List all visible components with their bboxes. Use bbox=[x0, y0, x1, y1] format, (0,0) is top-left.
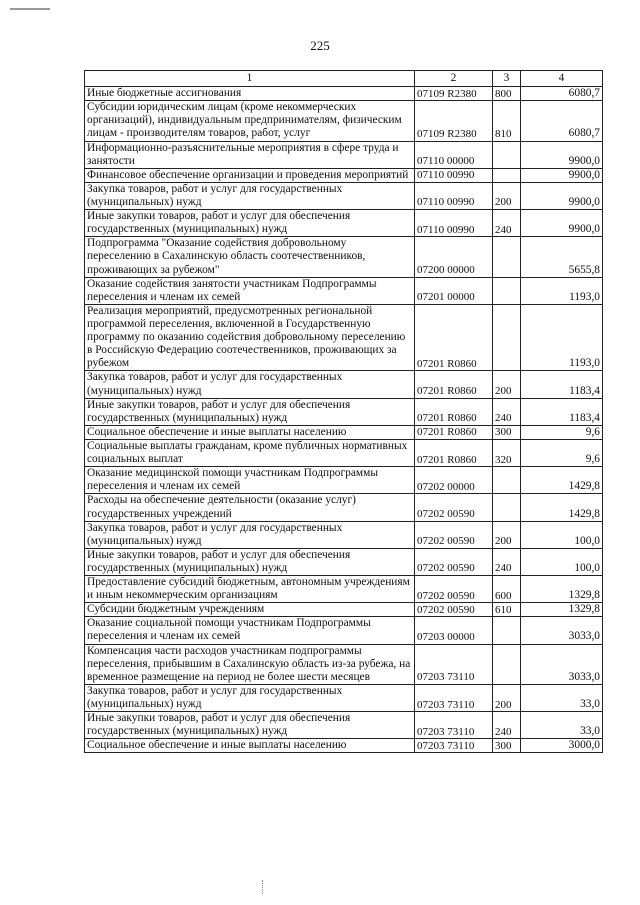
table-row bbox=[85, 237, 603, 277]
budget-table bbox=[84, 70, 603, 753]
row-sum-cell: 1429,8 bbox=[521, 494, 603, 521]
row-sum-cell: 3033,0 bbox=[521, 644, 603, 684]
row-vr-cell bbox=[493, 277, 521, 304]
row-vr-cell bbox=[493, 644, 521, 684]
row-code-cell: 07201 R0860 bbox=[415, 304, 493, 371]
row-name-cell: Социальное обеспечение и иные выплаты населению bbox=[85, 739, 415, 753]
row-code-cell: 07202 00000 bbox=[415, 467, 493, 494]
row-vr-cell: 800 bbox=[493, 87, 521, 101]
table-row bbox=[85, 277, 603, 304]
row-code-cell: 07201 R0860 bbox=[415, 371, 493, 398]
table-row bbox=[85, 182, 603, 209]
row-sum-cell: 100,0 bbox=[521, 548, 603, 575]
row-sum-cell: 1193,0 bbox=[521, 304, 603, 371]
row-name-cell: Иные закупки товаров, работ и услуг для обеспечения государственных (муниципальных) нужд bbox=[85, 548, 415, 575]
row-name-cell: Финансовое обеспечение организации и проведения мероприятий bbox=[85, 168, 415, 182]
row-code-cell: 07110 00000 bbox=[415, 141, 493, 168]
header-col-2: 2 bbox=[415, 71, 493, 87]
row-name-cell: Оказание медицинской помощи участникам Подпрограммы переселения и членам их семей bbox=[85, 467, 415, 494]
scan-corner-mark bbox=[10, 8, 50, 10]
scan-bottom-mark bbox=[262, 880, 264, 894]
row-code-cell: 07109 R2380 bbox=[415, 87, 493, 101]
header-col-1: 1 bbox=[85, 71, 415, 87]
header-col-3: 3 bbox=[493, 71, 521, 87]
row-code-cell: 07201 R0860 bbox=[415, 398, 493, 425]
row-vr-cell: 200 bbox=[493, 371, 521, 398]
row-vr-cell: 200 bbox=[493, 182, 521, 209]
table-row bbox=[85, 87, 603, 101]
row-sum-cell: 3000,0 bbox=[521, 739, 603, 753]
row-name-cell: Расходы на обеспечение деятельности (оказание услуг) государственных учреждений bbox=[85, 494, 415, 521]
row-name-cell: Субсидии бюджетным учреждениям bbox=[85, 603, 415, 617]
row-vr-cell: 240 bbox=[493, 548, 521, 575]
row-name-cell: Иные бюджетные ассигнования bbox=[85, 87, 415, 101]
row-name-cell: Оказание содействия занятости участникам Подпрограммы переселения и членам их семей bbox=[85, 277, 415, 304]
row-name-cell: Иные закупки товаров, работ и услуг для обеспечения государственных (муниципальных) нужд bbox=[85, 712, 415, 739]
table-row bbox=[85, 684, 603, 711]
row-name-cell: Социальные выплаты гражданам, кроме публичных нормативных социальных выплат bbox=[85, 439, 415, 466]
row-vr-cell bbox=[493, 141, 521, 168]
row-vr-cell: 300 bbox=[493, 425, 521, 439]
table-row bbox=[85, 494, 603, 521]
row-vr-cell: 320 bbox=[493, 439, 521, 466]
row-code-cell: 07202 00590 bbox=[415, 603, 493, 617]
row-vr-cell: 200 bbox=[493, 684, 521, 711]
page-number: 225 bbox=[310, 38, 330, 53]
row-sum-cell: 1429,8 bbox=[521, 467, 603, 494]
table-row bbox=[85, 603, 603, 617]
row-name-cell: Информационно-разъяснительные мероприятия в сфере труда и занятости bbox=[85, 141, 415, 168]
row-sum-cell: 5655,8 bbox=[521, 237, 603, 277]
row-vr-cell: 240 bbox=[493, 210, 521, 237]
row-sum-cell: 3033,0 bbox=[521, 617, 603, 644]
row-sum-cell: 1183,4 bbox=[521, 398, 603, 425]
row-code-cell: 07203 73110 bbox=[415, 644, 493, 684]
row-sum-cell: 1183,4 bbox=[521, 371, 603, 398]
row-vr-cell: 240 bbox=[493, 712, 521, 739]
row-vr-cell: 600 bbox=[493, 576, 521, 603]
row-name-cell: Предоставление субсидий бюджетным, автономным учреждениям и иным некоммерческим организациям bbox=[85, 576, 415, 603]
row-vr-cell bbox=[493, 617, 521, 644]
table-row bbox=[85, 425, 603, 439]
row-sum-cell: 100,0 bbox=[521, 521, 603, 548]
row-code-cell: 07202 00590 bbox=[415, 494, 493, 521]
row-sum-cell: 6080,7 bbox=[521, 87, 603, 101]
row-vr-cell bbox=[493, 467, 521, 494]
row-name-cell: Закупка товаров, работ и услуг для государственных (муниципальных) нужд bbox=[85, 684, 415, 711]
header-col-4: 4 bbox=[521, 71, 603, 87]
row-code-cell: 07203 73110 bbox=[415, 739, 493, 753]
table-row bbox=[85, 371, 603, 398]
row-code-cell: 07203 73110 bbox=[415, 712, 493, 739]
row-name-cell: Закупка товаров, работ и услуг для государственных (муниципальных) нужд bbox=[85, 521, 415, 548]
row-name-cell: Закупка товаров, работ и услуг для государственных (муниципальных) нужд bbox=[85, 182, 415, 209]
row-code-cell: 07203 73110 bbox=[415, 684, 493, 711]
row-sum-cell: 9900,0 bbox=[521, 210, 603, 237]
row-sum-cell: 9900,0 bbox=[521, 168, 603, 182]
row-code-cell: 07110 00990 bbox=[415, 210, 493, 237]
row-code-cell: 07202 00590 bbox=[415, 548, 493, 575]
row-name-cell: Компенсация части расходов участникам подпрограммы переселения, прибывшим в Сахалинскую область из-за рубежа, на временное размещение на период не более шести месяцев bbox=[85, 644, 415, 684]
table-row bbox=[85, 712, 603, 739]
row-name-cell: Субсидии юридическим лицам (кроме некоммерческих организаций), индивидуальным предпринимателям, физическим лицам - производителям товаров, работ, услуг bbox=[85, 101, 415, 141]
row-sum-cell: 9900,0 bbox=[521, 182, 603, 209]
table-header-row bbox=[85, 71, 603, 87]
table-row bbox=[85, 304, 603, 371]
table-row bbox=[85, 467, 603, 494]
table-row bbox=[85, 168, 603, 182]
table-row bbox=[85, 617, 603, 644]
row-code-cell: 07201 R0860 bbox=[415, 425, 493, 439]
row-vr-cell bbox=[493, 304, 521, 371]
table-row bbox=[85, 644, 603, 684]
row-sum-cell: 9900,0 bbox=[521, 141, 603, 168]
row-code-cell: 07200 00000 bbox=[415, 237, 493, 277]
row-sum-cell: 33,0 bbox=[521, 684, 603, 711]
row-vr-cell: 240 bbox=[493, 398, 521, 425]
table-row bbox=[85, 398, 603, 425]
row-code-cell: 07201 R0860 bbox=[415, 439, 493, 466]
row-code-cell: 07202 00590 bbox=[415, 521, 493, 548]
row-vr-cell bbox=[493, 168, 521, 182]
row-code-cell: 07109 R2380 bbox=[415, 101, 493, 141]
row-sum-cell: 9,6 bbox=[521, 439, 603, 466]
table-row bbox=[85, 210, 603, 237]
row-name-cell: Реализация мероприятий, предусмотренных региональной программой переселения, включенной в Государственную программу по оказанию содействия добровольному переселению в Российскую Федерацию соотечественников, проживающих за рубежом bbox=[85, 304, 415, 371]
row-code-cell: 07203 00000 bbox=[415, 617, 493, 644]
row-vr-cell: 300 bbox=[493, 739, 521, 753]
row-sum-cell: 1329,8 bbox=[521, 603, 603, 617]
row-sum-cell: 6080,7 bbox=[521, 101, 603, 141]
row-code-cell: 07202 00590 bbox=[415, 576, 493, 603]
row-vr-cell: 810 bbox=[493, 101, 521, 141]
row-name-cell: Иные закупки товаров, работ и услуг для обеспечения государственных (муниципальных) нужд bbox=[85, 398, 415, 425]
table-row bbox=[85, 521, 603, 548]
table-row bbox=[85, 141, 603, 168]
row-name-cell: Социальное обеспечение и иные выплаты населению bbox=[85, 425, 415, 439]
row-name-cell: Иные закупки товаров, работ и услуг для обеспечения государственных (муниципальных) нужд bbox=[85, 210, 415, 237]
row-sum-cell: 33,0 bbox=[521, 712, 603, 739]
row-vr-cell bbox=[493, 237, 521, 277]
row-name-cell: Оказание социальной помощи участникам Подпрограммы переселения и членам их семей bbox=[85, 617, 415, 644]
row-code-cell: 07201 00000 bbox=[415, 277, 493, 304]
row-code-cell: 07110 00990 bbox=[415, 182, 493, 209]
row-sum-cell: 1193,0 bbox=[521, 277, 603, 304]
row-vr-cell: 610 bbox=[493, 603, 521, 617]
row-sum-cell: 1329,8 bbox=[521, 576, 603, 603]
row-sum-cell: 9,6 bbox=[521, 425, 603, 439]
table-row bbox=[85, 576, 603, 603]
row-vr-cell: 200 bbox=[493, 521, 521, 548]
row-name-cell: Подпрограмма "Оказание содействия добровольному переселению в Сахалинскую область соотечественников, проживающих за рубежом" bbox=[85, 237, 415, 277]
row-vr-cell bbox=[493, 494, 521, 521]
row-name-cell: Закупка товаров, работ и услуг для государственных (муниципальных) нужд bbox=[85, 371, 415, 398]
table-row bbox=[85, 548, 603, 575]
table-row bbox=[85, 739, 603, 753]
table-row bbox=[85, 101, 603, 141]
row-code-cell: 07110 00990 bbox=[415, 168, 493, 182]
table-row bbox=[85, 439, 603, 466]
